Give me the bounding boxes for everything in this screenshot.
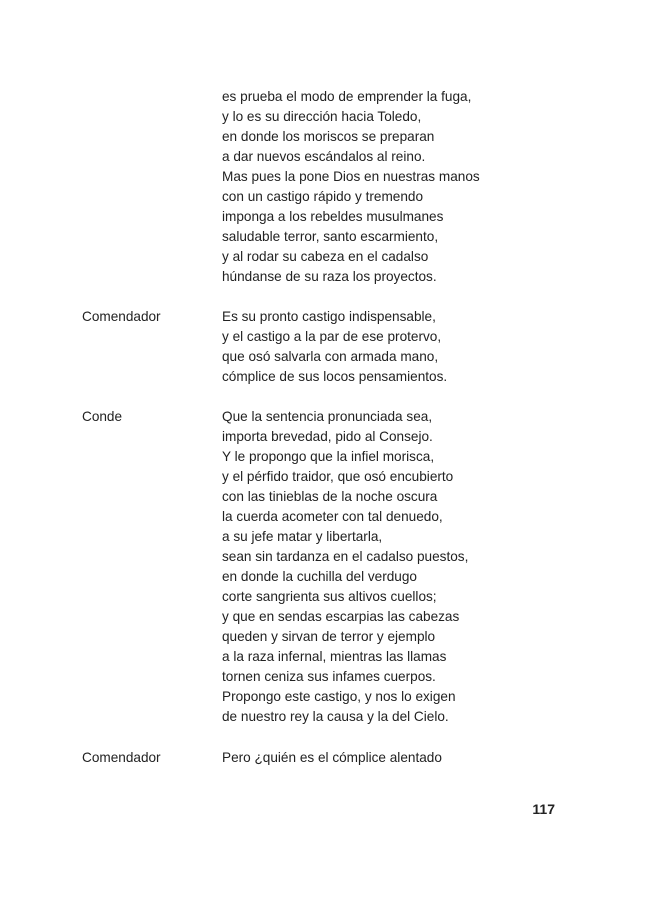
- verse-line: con las tinieblas de la noche oscura: [222, 489, 438, 504]
- verse-line: en donde los moriscos se preparan: [222, 129, 435, 144]
- verse-line: de nuestro rey la causa y la del Cielo.: [222, 709, 449, 724]
- verse-line: y el pérfido traidor, que osó encubierto: [222, 469, 454, 484]
- verse-line: cómplice de sus locos pensamientos.: [222, 369, 448, 384]
- verse-line: la cuerda acometer con tal denuedo,: [222, 509, 443, 524]
- verse-lines: [222, 307, 447, 387]
- verse-line: sean sin tardanza en el cadalso puestos,: [222, 549, 469, 564]
- verse-lines: [222, 407, 468, 727]
- verse-lines: [222, 87, 480, 287]
- verse-line: y al rodar su cabeza en el cadalso: [222, 249, 429, 264]
- verse-lines: [222, 748, 442, 768]
- verse-line: Y le propongo que la infiel morisca,: [222, 449, 435, 464]
- verse-line: a dar nuevos escándalos al reino.: [222, 149, 426, 164]
- page-number: 117: [532, 801, 555, 817]
- verse-line: húndanse de su raza los proyectos.: [222, 269, 437, 284]
- verse-line: es prueba el modo de emprender la fuga,: [222, 89, 472, 104]
- verse-line: corte sangrienta sus altivos cuellos;: [222, 589, 437, 604]
- verse-line: Que la sentencia pronunciada sea,: [222, 409, 433, 424]
- verse-line: con un castigo rápido y tremendo: [222, 189, 424, 204]
- verse-line: a la raza infernal, mientras las llamas: [222, 649, 447, 664]
- verse-line: imponga a los rebeldes musulmanes: [222, 209, 444, 224]
- verse-line: y el castigo a la par de ese protervo,: [222, 329, 442, 344]
- speaker-name: Conde: [82, 409, 123, 424]
- verse-line: a su jefe matar y libertarla,: [222, 529, 383, 544]
- speaker-name: Comendador: [82, 750, 161, 765]
- verse-line: queden y sirvan de terror y ejemplo: [222, 629, 436, 644]
- verse-line: Propongo este castigo, y nos lo exigen: [222, 689, 456, 704]
- speaker-name: Comendador: [82, 309, 161, 324]
- verse-line: Mas pues la pone Dios en nuestras manos: [222, 169, 480, 184]
- verse-line: tornen ceniza sus infames cuerpos.: [222, 669, 436, 684]
- verse-line: en donde la cuchilla del verdugo: [222, 569, 417, 584]
- verse-line: que osó salvarla con armada mano,: [222, 349, 439, 364]
- verse-line: y lo es su dirección hacia Toledo,: [222, 109, 422, 124]
- verse-line: Es su pronto castigo indispensable,: [222, 309, 436, 324]
- verse-line: saludable terror, santo escarmiento,: [222, 229, 439, 244]
- verse-line: Pero ¿quién es el cómplice alentado: [222, 750, 442, 765]
- verse-line: y que en sendas escarpias las cabezas: [222, 609, 460, 624]
- verse-line: importa brevedad, pido al Consejo.: [222, 429, 433, 444]
